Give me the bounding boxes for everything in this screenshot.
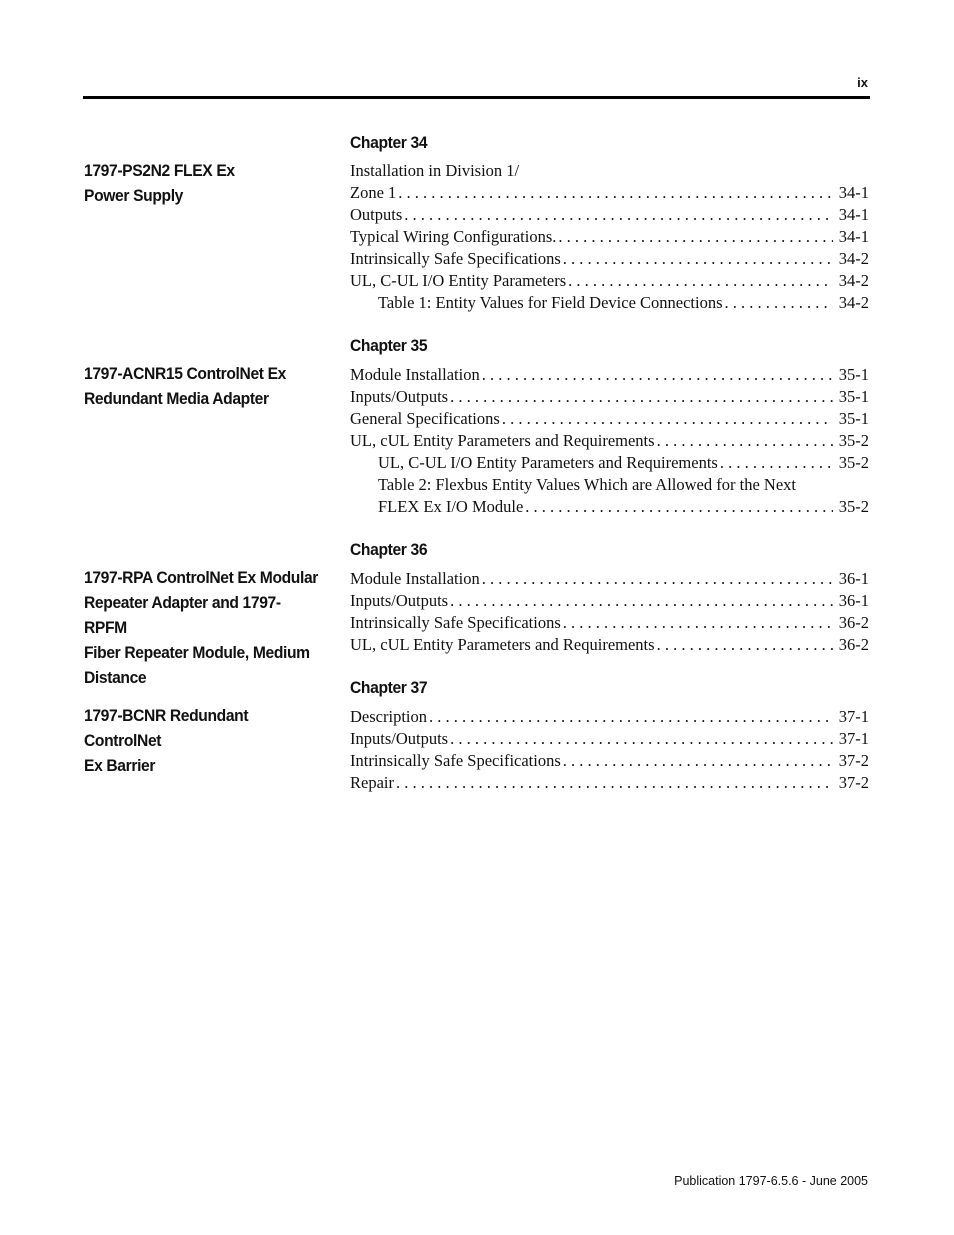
toc-entry-page: 35-2 [838, 431, 869, 450]
toc-entry-title: Intrinsically Safe Specifications [350, 249, 561, 268]
toc-entry[interactable] [350, 590, 869, 612]
toc-entry[interactable] [350, 182, 869, 204]
dot-leader [502, 408, 833, 430]
toc-entry-page: 36-2 [838, 613, 869, 632]
section-title-line: Fiber Repeater Module, Medium [84, 643, 310, 662]
dot-leader [482, 364, 833, 386]
chapter-heading: Chapter 35 [350, 336, 428, 355]
dot-leader [404, 204, 832, 226]
toc-entry-page: 37-1 [838, 729, 869, 748]
toc-entry-page: 34-1 [838, 183, 869, 202]
section-title-line: 1797-RPA ControlNet Ex Modular [84, 568, 319, 587]
toc-entries [350, 568, 869, 656]
dot-leader [482, 568, 833, 590]
dot-leader [720, 452, 833, 474]
toc-entry[interactable] [350, 364, 869, 386]
toc-entry-page: 34-1 [838, 205, 869, 224]
toc-entry-title: Table 2: Flexbus Entity Values Which are Allowed for the Next [378, 475, 796, 494]
toc-entry[interactable] [350, 204, 869, 226]
chapter-heading: Chapter 34 [350, 133, 428, 152]
toc-entry-page: 35-1 [838, 365, 869, 384]
dot-leader [450, 386, 833, 408]
toc-entry-page: 34-2 [838, 271, 869, 290]
toc-sub-entry[interactable] [350, 496, 869, 518]
dot-leader [525, 496, 832, 518]
toc-entry-page: 34-1 [838, 227, 869, 246]
toc-entry[interactable] [350, 248, 869, 270]
page-number: ix [857, 75, 868, 90]
toc-sub-entry[interactable] [350, 474, 869, 496]
section-title-line: Power Supply [84, 186, 184, 205]
toc-entry-title: Outputs [350, 205, 403, 224]
toc-entry-title: Inputs/Outputs [350, 387, 449, 406]
toc-entry[interactable] [350, 386, 869, 408]
section-title [84, 565, 319, 690]
toc-entry-page: 36-2 [838, 635, 869, 654]
toc-entry-title: Intrinsically Safe Specifications [350, 751, 561, 770]
toc-entry-title: Installation in Division 1/ [350, 161, 520, 180]
toc-entry-title: Inputs/Outputs [350, 729, 449, 748]
toc-entry-title: UL, cUL Entity Parameters and Requirements [350, 431, 655, 450]
section-title-line: Ex Barrier [84, 756, 156, 775]
toc-entry-page: 35-1 [838, 387, 869, 406]
toc-entry[interactable] [350, 750, 869, 772]
toc-entry-page: 35-2 [838, 453, 869, 472]
toc-entry[interactable] [350, 408, 869, 430]
toc-entry-title: Repair [350, 773, 394, 792]
dot-leader [450, 590, 833, 612]
toc-entry-title: Table 1: Entity Values for Field Device Connections [378, 293, 723, 312]
toc-entry[interactable] [350, 634, 869, 656]
chapter-heading: Chapter 36 [350, 540, 428, 559]
dot-leader [568, 270, 833, 292]
section-title-line: Distance [84, 668, 147, 687]
dot-leader [450, 728, 833, 750]
dot-leader [398, 182, 832, 204]
toc-entry-title: General Specifications [350, 409, 500, 428]
toc-entry[interactable] [350, 430, 869, 452]
chapter-heading: Chapter 37 [350, 678, 428, 697]
section-title [84, 361, 319, 411]
toc-sub-entry[interactable] [350, 292, 869, 314]
section-title [84, 703, 319, 778]
toc-entry-title: Inputs/Outputs [350, 591, 449, 610]
toc-entry[interactable] [350, 270, 869, 292]
toc-entry-title: UL, cUL Entity Parameters and Requirements [350, 635, 655, 654]
dot-leader [563, 248, 833, 270]
dot-leader [657, 634, 833, 656]
toc-entry-title: Module Installation [350, 569, 480, 588]
toc-entry-page: 34-2 [838, 249, 869, 268]
toc-entry-page: 34-2 [838, 293, 869, 312]
dot-leader [563, 750, 833, 772]
section-title-line: 1797-BCNR Redundant ControlNet [84, 706, 249, 750]
toc-entry[interactable] [350, 728, 869, 750]
dot-leader [657, 430, 833, 452]
section-title-line: Redundant Media Adapter [84, 389, 269, 408]
toc-entry-title: UL, C-UL I/O Entity Parameters and Requirements [378, 453, 718, 472]
toc-entry[interactable] [350, 568, 869, 590]
toc-entry-title: Description [350, 707, 427, 726]
toc-entry-title: Intrinsically Safe Specifications [350, 613, 561, 632]
section-title-line: 1797-ACNR15 ControlNet Ex [84, 364, 286, 383]
toc-entry-title: UL, C-UL I/O Entity Parameters [350, 271, 567, 290]
toc-entry[interactable] [350, 612, 869, 634]
dot-leader [429, 706, 833, 728]
header-rule [83, 96, 870, 99]
section-title-line: Repeater Adapter and 1797-RPFM [84, 593, 281, 637]
toc-entries [350, 160, 869, 314]
toc-entry-page: 37-2 [838, 751, 869, 770]
toc-entry-page: 35-1 [838, 409, 869, 428]
dot-leader [725, 292, 833, 314]
toc-entry-title: FLEX Ex I/O Module [378, 497, 524, 516]
toc-sub-entry[interactable] [350, 452, 869, 474]
toc-entry-title: Zone 1 [350, 183, 397, 202]
section-title-line: 1797-PS2N2 FLEX Ex [84, 161, 235, 180]
toc-entry-page: 36-1 [838, 569, 869, 588]
toc-entry[interactable] [350, 160, 869, 182]
toc-entries [350, 364, 869, 518]
toc-entry-page: 36-1 [838, 591, 869, 610]
toc-entry-page: 37-2 [838, 773, 869, 792]
toc-entry[interactable] [350, 226, 869, 248]
toc-entry-page: 35-2 [838, 497, 869, 516]
dot-leader [396, 772, 833, 794]
toc-entry[interactable] [350, 706, 869, 728]
toc-entry-title: Module Installation [350, 365, 480, 384]
publication-footer: Publication 1797-6.5.6 - June 2005 [674, 1174, 868, 1188]
section-title [84, 158, 319, 208]
toc-entry[interactable] [350, 772, 869, 794]
dot-leader [563, 612, 833, 634]
toc-entries [350, 706, 869, 794]
toc-entry-title: Typical Wiring Configurations. [350, 227, 557, 246]
dot-leader [558, 226, 832, 248]
toc-entry-page: 37-1 [838, 707, 869, 726]
